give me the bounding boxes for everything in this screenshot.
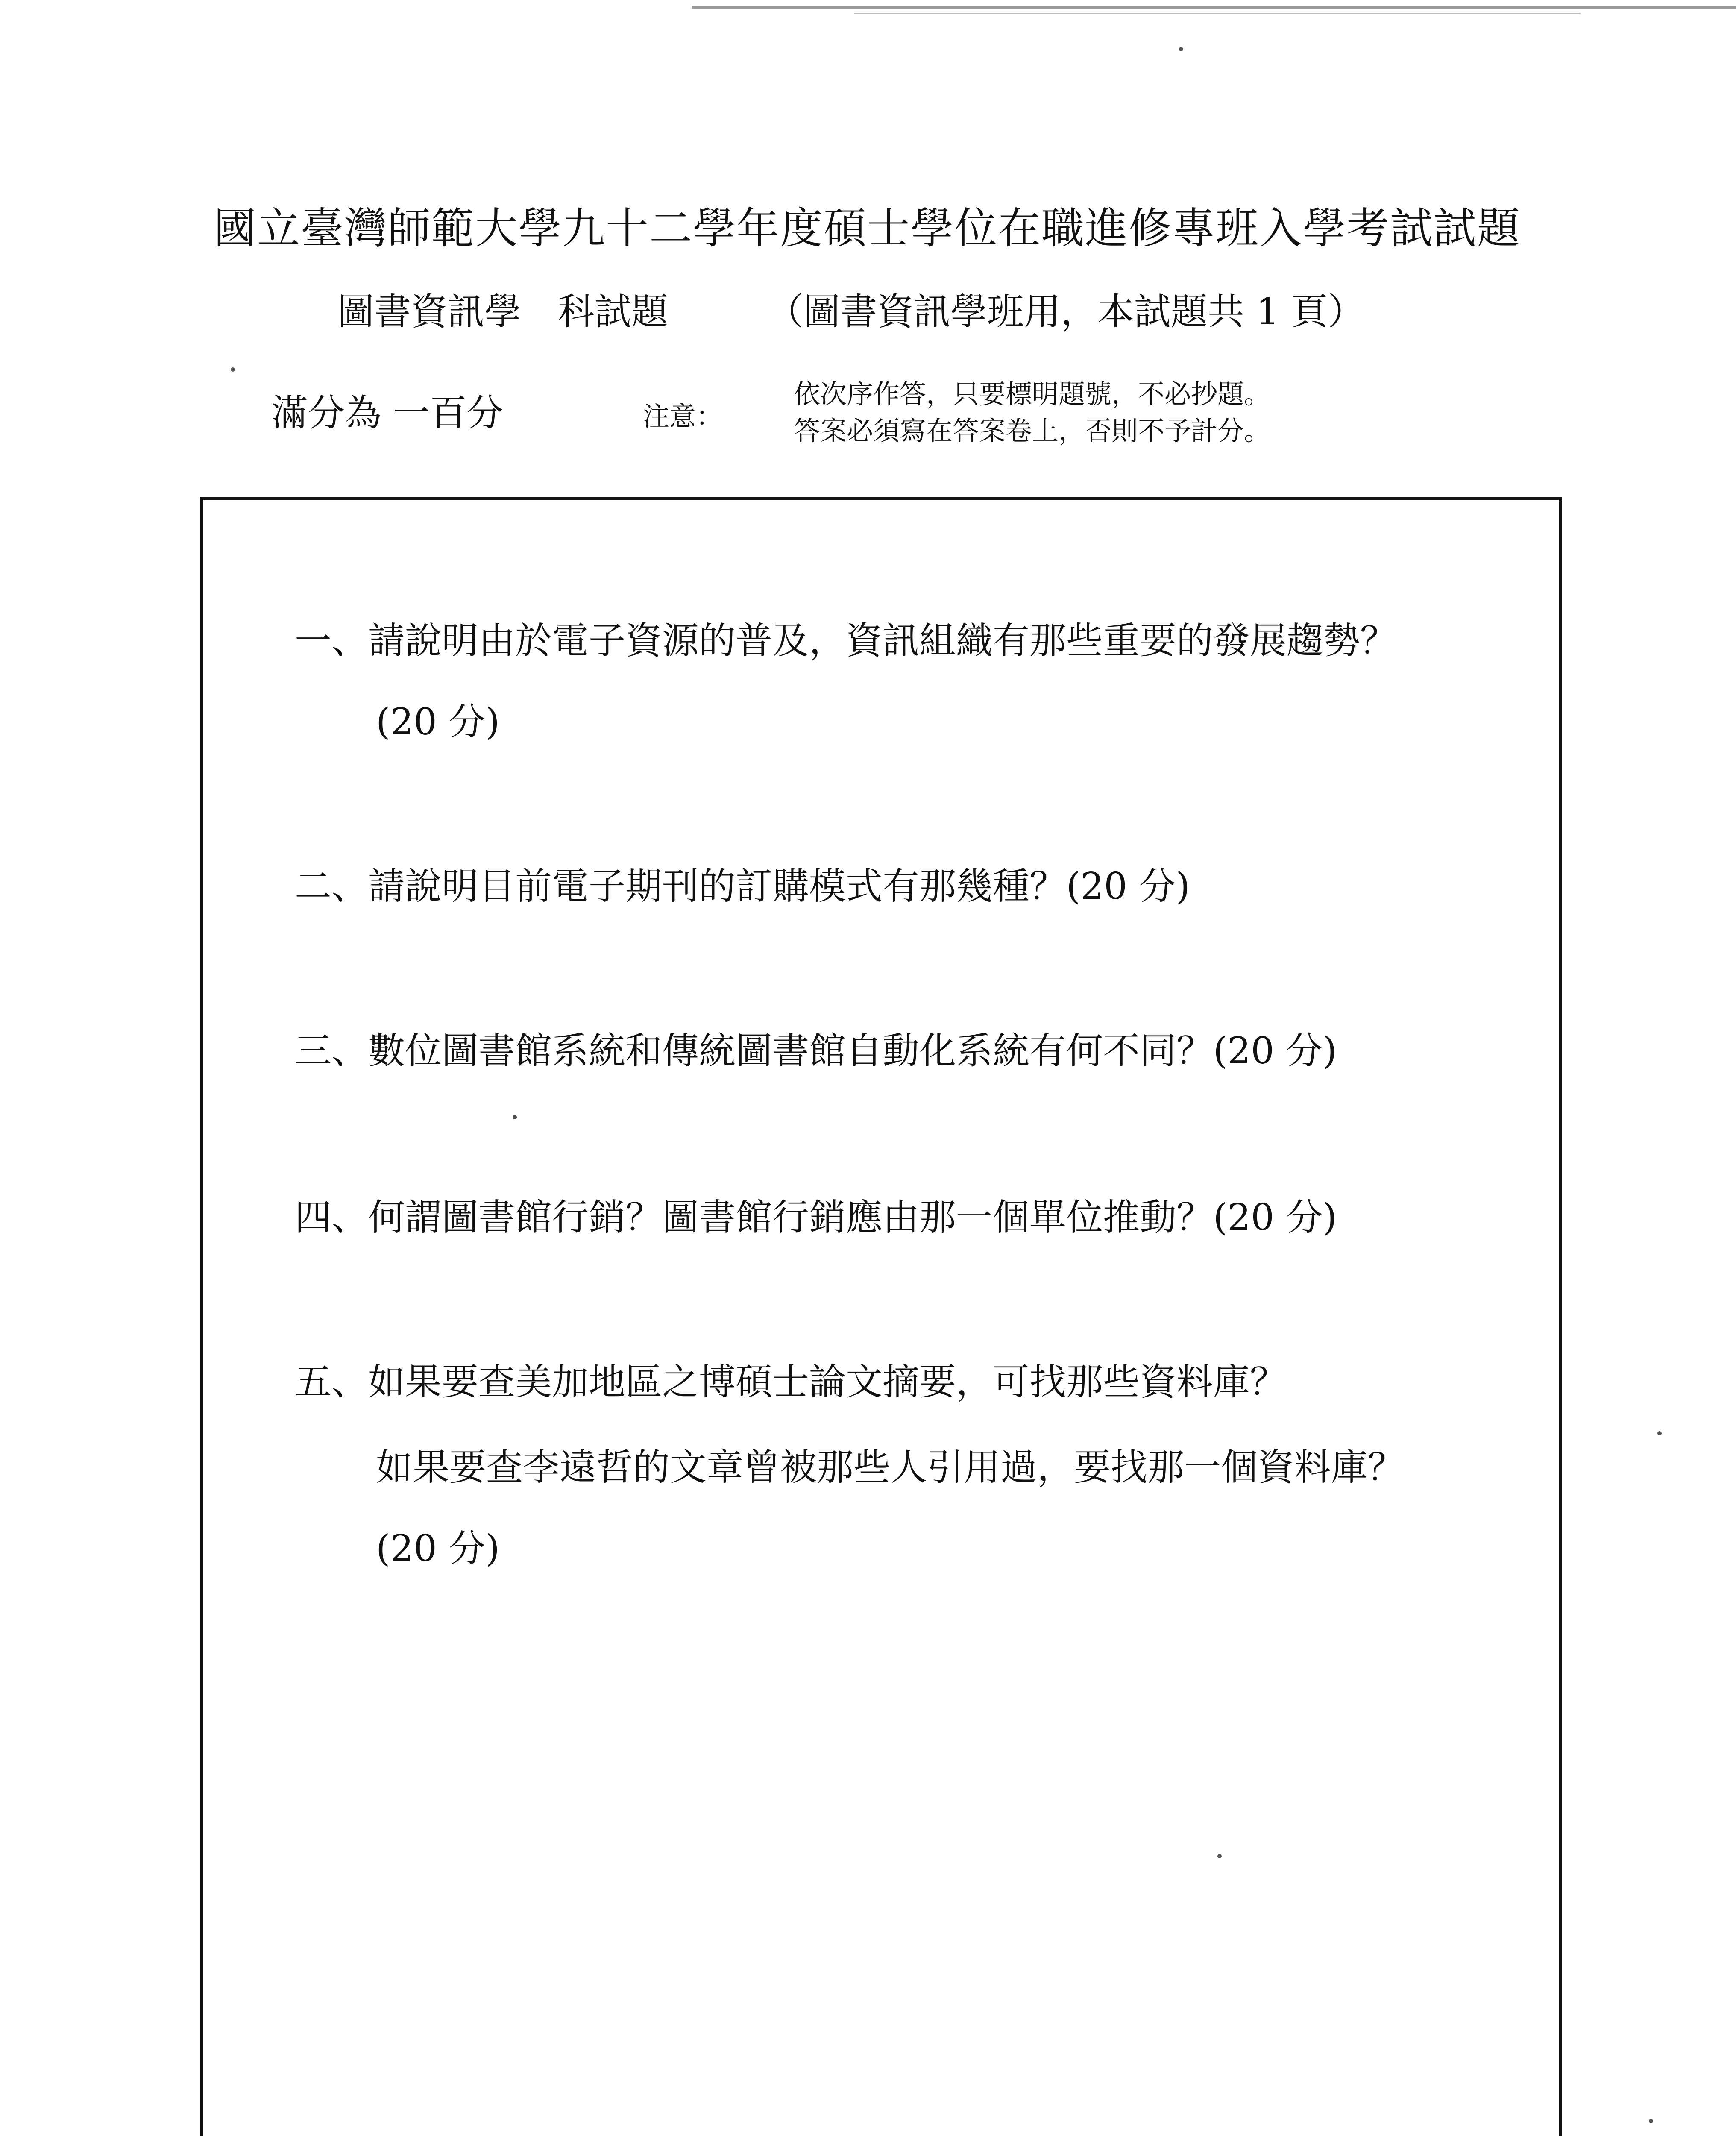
exam-title: 國立臺灣師範大學九十二學年度碩士學位在職進修專班入學考試試題 xyxy=(214,203,1521,253)
question-1-line-1: 一、請說明由於電子資源的普及，資訊組織有那些重要的發展趨勢？ xyxy=(295,619,1397,662)
scan-speck xyxy=(1217,1854,1222,1858)
scan-edge-line xyxy=(854,13,1581,14)
notice-lines xyxy=(794,376,1270,449)
scan-speck xyxy=(1657,1431,1662,1435)
scan-speck xyxy=(231,367,235,372)
notice-line: 答案必須寫在答案卷上，否則不予計分。 xyxy=(794,415,1271,446)
scan-speck xyxy=(1649,2119,1653,2123)
exam-usage-note: （圖書資訊學班用，本試題共 1 頁） xyxy=(767,290,1365,333)
question-2-line-1: 二、請說明目前電子期刊的訂購模式有那幾種？(20 分) xyxy=(295,865,1190,908)
notice-line: 依次序作答，只要標明題號，不必抄題。 xyxy=(794,378,1271,410)
question-5-score: (20 分) xyxy=(376,1527,500,1570)
question-5-line-2: 如果要查李遠哲的文章曾被那些人引用過，要找那一個資料庫？ xyxy=(376,1446,1405,1489)
question-1-score: (20 分) xyxy=(376,701,500,743)
notice-label: 注意： xyxy=(643,401,723,432)
full-score: 滿分為 一百分 xyxy=(271,392,504,434)
exam-subject: 圖書資訊學 科試題 xyxy=(337,290,668,333)
question-5-line-1: 五、如果要查美加地區之博碩士論文摘要，可找那些資料庫？ xyxy=(295,1361,1287,1403)
question-3-line-1: 三、數位圖書館系統和傳統圖書館自動化系統有何不同？(20 分) xyxy=(295,1030,1337,1072)
question-4-line-1: 四、何謂圖書館行銷？圖書館行銷應由那一個單位推動？(20 分) xyxy=(295,1196,1337,1239)
scan-edge-line xyxy=(692,6,1736,9)
scan-speck xyxy=(513,1115,517,1119)
scan-speck xyxy=(1179,47,1183,51)
